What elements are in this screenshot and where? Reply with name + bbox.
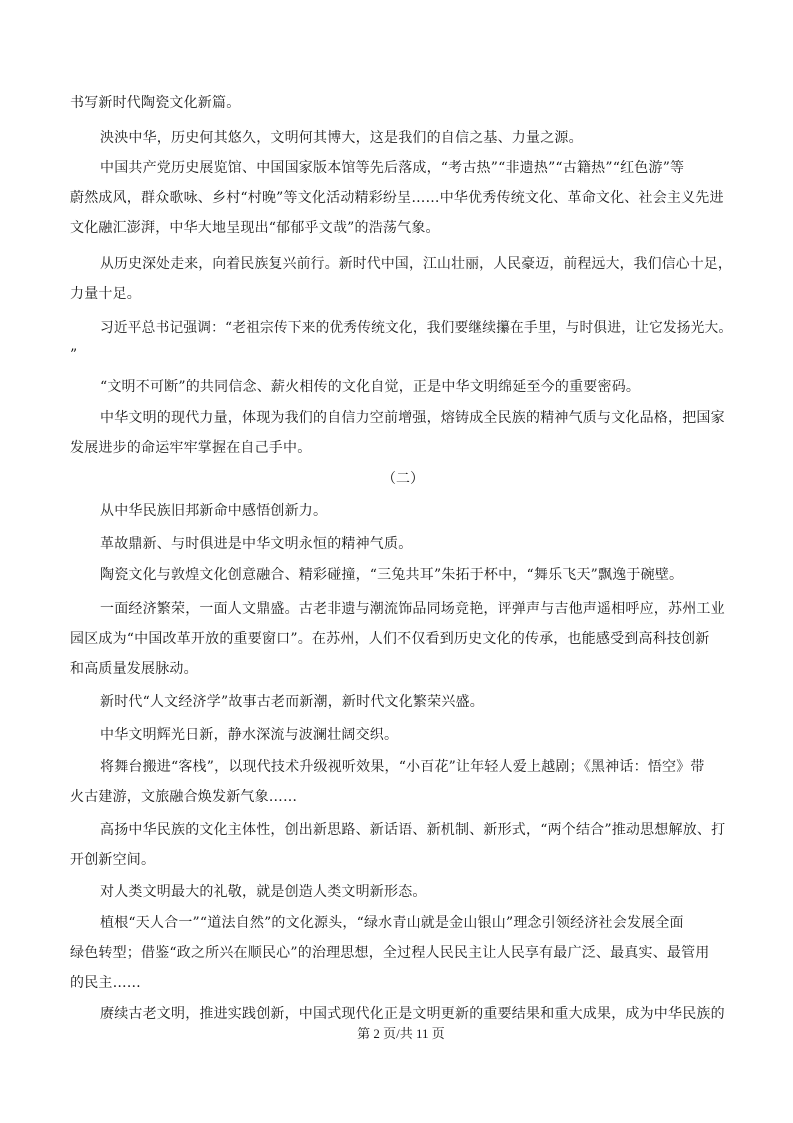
paragraph-line: 植根“天人合一”“道法自然”的文化源头，“绿水青山就是金山银山”理念引领经济社会发展全面 — [100, 915, 684, 931]
paragraph-line: 从中华民族旧邦新命中感悟创新力。 — [100, 503, 328, 519]
paragraph-line: 发展进步的命运牢牢掌握在自己手中。 — [70, 440, 312, 456]
paragraph-line: 火古建游，文旅融合焕发新气象…… — [70, 789, 298, 805]
paragraph-line: 园区成为“中国改革开放的重要窗口”。在苏州，人们不仅看到历史文化的传承，也能感受到高科技创新 — [70, 631, 710, 647]
paragraph-line: 对人类文明最大的礼敬，就是创造人类文明新形态。 — [100, 884, 427, 900]
document-page — [70, 0, 732, 1123]
paragraph-line: 陶瓷文化与敦煌文化创意融合、精彩碰撞，“三兔共耳”朱拓于杯中，“舞乐飞天”飘逸于碗壁。 — [100, 567, 684, 583]
paragraph-line: 中华文明辉光日新，静水深流与波澜壮阔交织。 — [100, 727, 399, 743]
paragraph-line: 将舞台搬进“客栈”，以现代技术升级视听效果，“小百花”让年轻人爱上越剧；《黑神话：悟空》带 — [100, 759, 705, 775]
page-number-footer: 第 2 页/共 11 页 — [357, 1026, 445, 1041]
paragraph-line: 文化融汇澎湃，中华大地呈现出“郁郁乎文哉”的浩荡气象。 — [70, 220, 440, 236]
paragraph-line: 从历史深处走来，向着民族复兴前行。新时代中国，江山壮丽，人民豪迈，前程远大，我们信心十足， — [100, 256, 732, 272]
paragraph-line: “文明不可断”的共同信念、薪火相传的文化自觉，正是中华文明绵延至今的重要密码。 — [100, 379, 641, 395]
paragraph-line: 新时代“人文经济学”故事古老而新潮，新时代文化繁荣兴盛。 — [100, 694, 484, 710]
paragraph-line: 高扬中华民族的文化主体性，创出新思路、新话语、新机制、新形式，“两个结合”推动思想解放、打 — [100, 822, 726, 838]
paragraph-line: 开创新空间。 — [70, 852, 156, 868]
paragraph-line: 泱泱中华，历史何其悠久，文明何其博大，这是我们的自信之基、力量之源。 — [100, 130, 583, 146]
paragraph-line: 习近平总书记强调：“老祖宗传下来的优秀传统文化，我们要继续攥在手里，与时俱进，让它发扬光大。 — [100, 320, 733, 336]
paragraph-line: 力量十足。 — [70, 286, 141, 302]
paragraph-line: 的民主…… — [70, 975, 141, 991]
paragraph-line: 蔚然成风，群众歌咏、乡村“村晚”等文化活动精彩纷呈……中华优秀传统文化、革命文化、社会主义先进 — [70, 190, 724, 206]
paragraph-line: 中华文明的现代力量，体现为我们的自信力空前增强，熔铸成全民族的精神气质与文化品格，把国家 — [100, 410, 725, 426]
paragraph-line: 和高质量发展脉动。 — [70, 661, 198, 677]
section-heading: （二） — [382, 471, 424, 487]
paragraph-line: 革故鼎新、与时俱进是中华文明永恒的精神气质。 — [100, 536, 413, 552]
paragraph-line: ” — [70, 347, 78, 363]
paragraph-line: 中国共产党历史展览馆、中国国家版本馆等先后落成，“考古热”“非遗热”“古籍热”“红色游”等 — [100, 160, 685, 176]
paragraph-line: 一面经济繁荣，一面人文鼎盛。古老非遗与潮流饰品同场竞艳，评弹声与吉他声遥相呼应，苏州工业 — [100, 601, 725, 617]
paragraph-line: 书写新时代陶瓷文化新篇。 — [70, 95, 241, 111]
paragraph-line: 绿色转型；借鉴“政之所兴在顺民心”的治理思想，全过程人民民主让人民享有最广泛、最真实、最管用 — [70, 945, 710, 961]
paragraph-line: 赓续古老文明，推进实践创新，中国式现代化正是文明更新的重要结果和重大成果，成为中华民族的 — [100, 1006, 725, 1022]
